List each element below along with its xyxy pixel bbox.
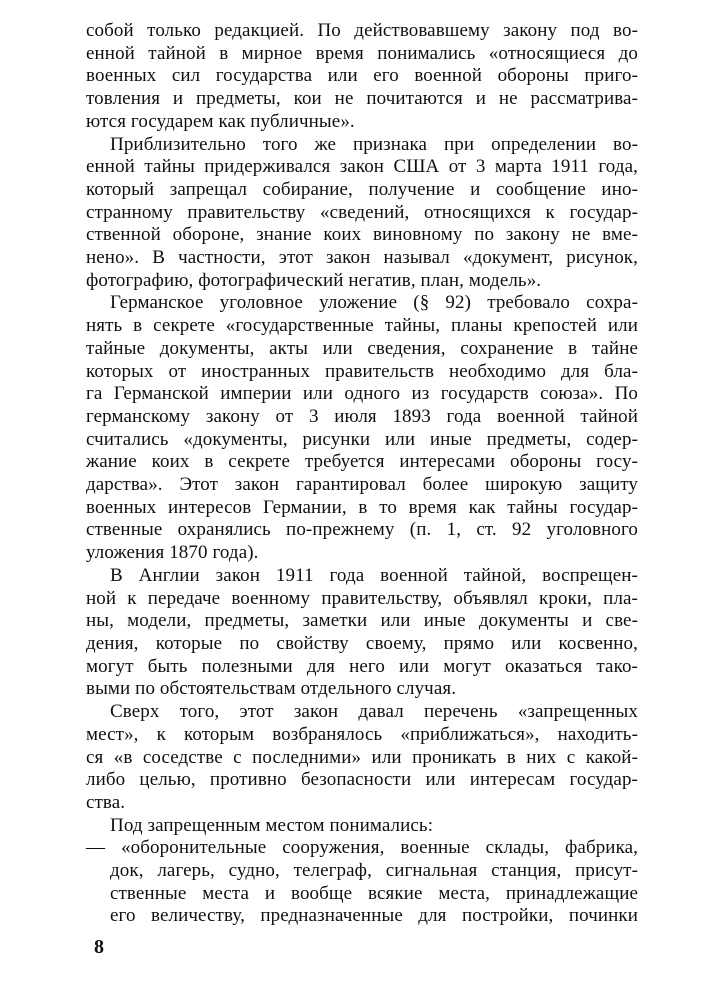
text-line: могут быть полезными для него или могут оказаться тако-	[86, 655, 638, 677]
text-line: ства.	[86, 791, 126, 813]
text-line: дарства». Этот закон гарантировал более широкую защиту	[86, 474, 638, 496]
paragraph	[86, 701, 638, 815]
text-line: либо целью, противно безопасности или интересам государ-	[86, 769, 638, 791]
text-line: нено». В частности, этот закон называл «документ, рисунок,	[86, 247, 638, 269]
paragraph	[86, 565, 638, 701]
paragraph	[86, 815, 638, 838]
text-line: ся «в соседстве с последними» или проникать в них с какой-	[86, 746, 638, 768]
text-line: дения, которые по свойству своему, прямо или косвенно,	[86, 632, 638, 654]
text-line: товления и предметы, кои не почитаются и не рассматрива-	[86, 88, 638, 110]
page-number: 8	[94, 936, 104, 958]
text-line: фотографию, фотографический негатив, план, модель».	[86, 269, 542, 291]
text-line: мест», к которым возбранялось «приближаться», находить-	[86, 723, 638, 745]
text-line: которых от иностранных правительств необходимо для бла-	[86, 360, 638, 382]
text-line: ственной обороне, знание коих виновному по закону не вме-	[86, 224, 638, 246]
list-dash: —	[86, 837, 122, 859]
paragraph	[86, 20, 638, 134]
text-line: жание коих в секрете требуется интересами обороны госу-	[86, 451, 638, 473]
text-line: Сверх того, этот закон давал перечень «запрещенных	[110, 701, 638, 723]
text-line: ственные охранялись по-прежнему (п. 1, ст. 92 уголовного	[86, 519, 638, 541]
text-line: ны, модели, предметы, заметки или иные документы и све-	[86, 610, 638, 632]
text-line: енной тайны придерживался закон США от 3 марта 1911 года,	[86, 156, 638, 178]
text-line: его величеству, предназначенные для постройки, починки	[110, 905, 638, 927]
paragraph	[86, 837, 638, 928]
text-line: странному правительству «сведений, относящихся к государ-	[86, 201, 638, 223]
text-line: В Англии закон 1911 года военной тайной, воспрещен-	[110, 564, 638, 586]
paragraph	[86, 292, 638, 564]
text-block	[86, 20, 638, 928]
text-line: га Германской империи или одного из государств союза». По	[86, 383, 638, 405]
text-line: ются государем как публичные».	[86, 110, 355, 132]
text-line: уложения 1870 года).	[86, 542, 259, 564]
text-line: Приблизительно того же признака при определении во-	[110, 133, 638, 155]
text-line: — «оборонительные сооружения, военные склады, фабрика,	[86, 837, 639, 859]
text-line: енной тайной в мирное время понимались «относящиеся до	[86, 42, 638, 64]
text-line: Под запрещенным местом понимались:	[110, 814, 434, 836]
text-line: который запрещал собирание, получение и сообщение ино-	[86, 178, 638, 200]
text-line: германскому закону от 3 июля 1893 года военной тайной	[86, 405, 638, 427]
text-line: собой только редакцией. По действовавшему закону под во-	[86, 20, 638, 41]
text-line: военных сил государства или его военной обороны приго-	[86, 65, 638, 87]
text-line: выми по обстоятельствам отдельного случая.	[86, 678, 457, 700]
text-line: ственные места и вообще всякие места, принадлежащие	[110, 882, 638, 904]
text-line: Германское уголовное уложение (§ 92) требовало сохра-	[110, 292, 638, 314]
text-line: тайные документы, акты или сведения, сохранение в тайне	[86, 337, 638, 359]
text-line: ной к передаче военному правительству, объявлял кроки, пла-	[86, 587, 638, 609]
text-line: док, лагерь, судно, телеграф, сигнальная станция, присут-	[110, 860, 638, 882]
text-line: военных интересов Германии, в то время как тайны государ-	[86, 496, 638, 518]
paragraph	[86, 134, 638, 293]
text-line: считались «документы, рисунки или иные предметы, содер-	[86, 428, 638, 450]
text-line: нять в секрете «государственные тайны, планы крепостей или	[86, 315, 638, 337]
